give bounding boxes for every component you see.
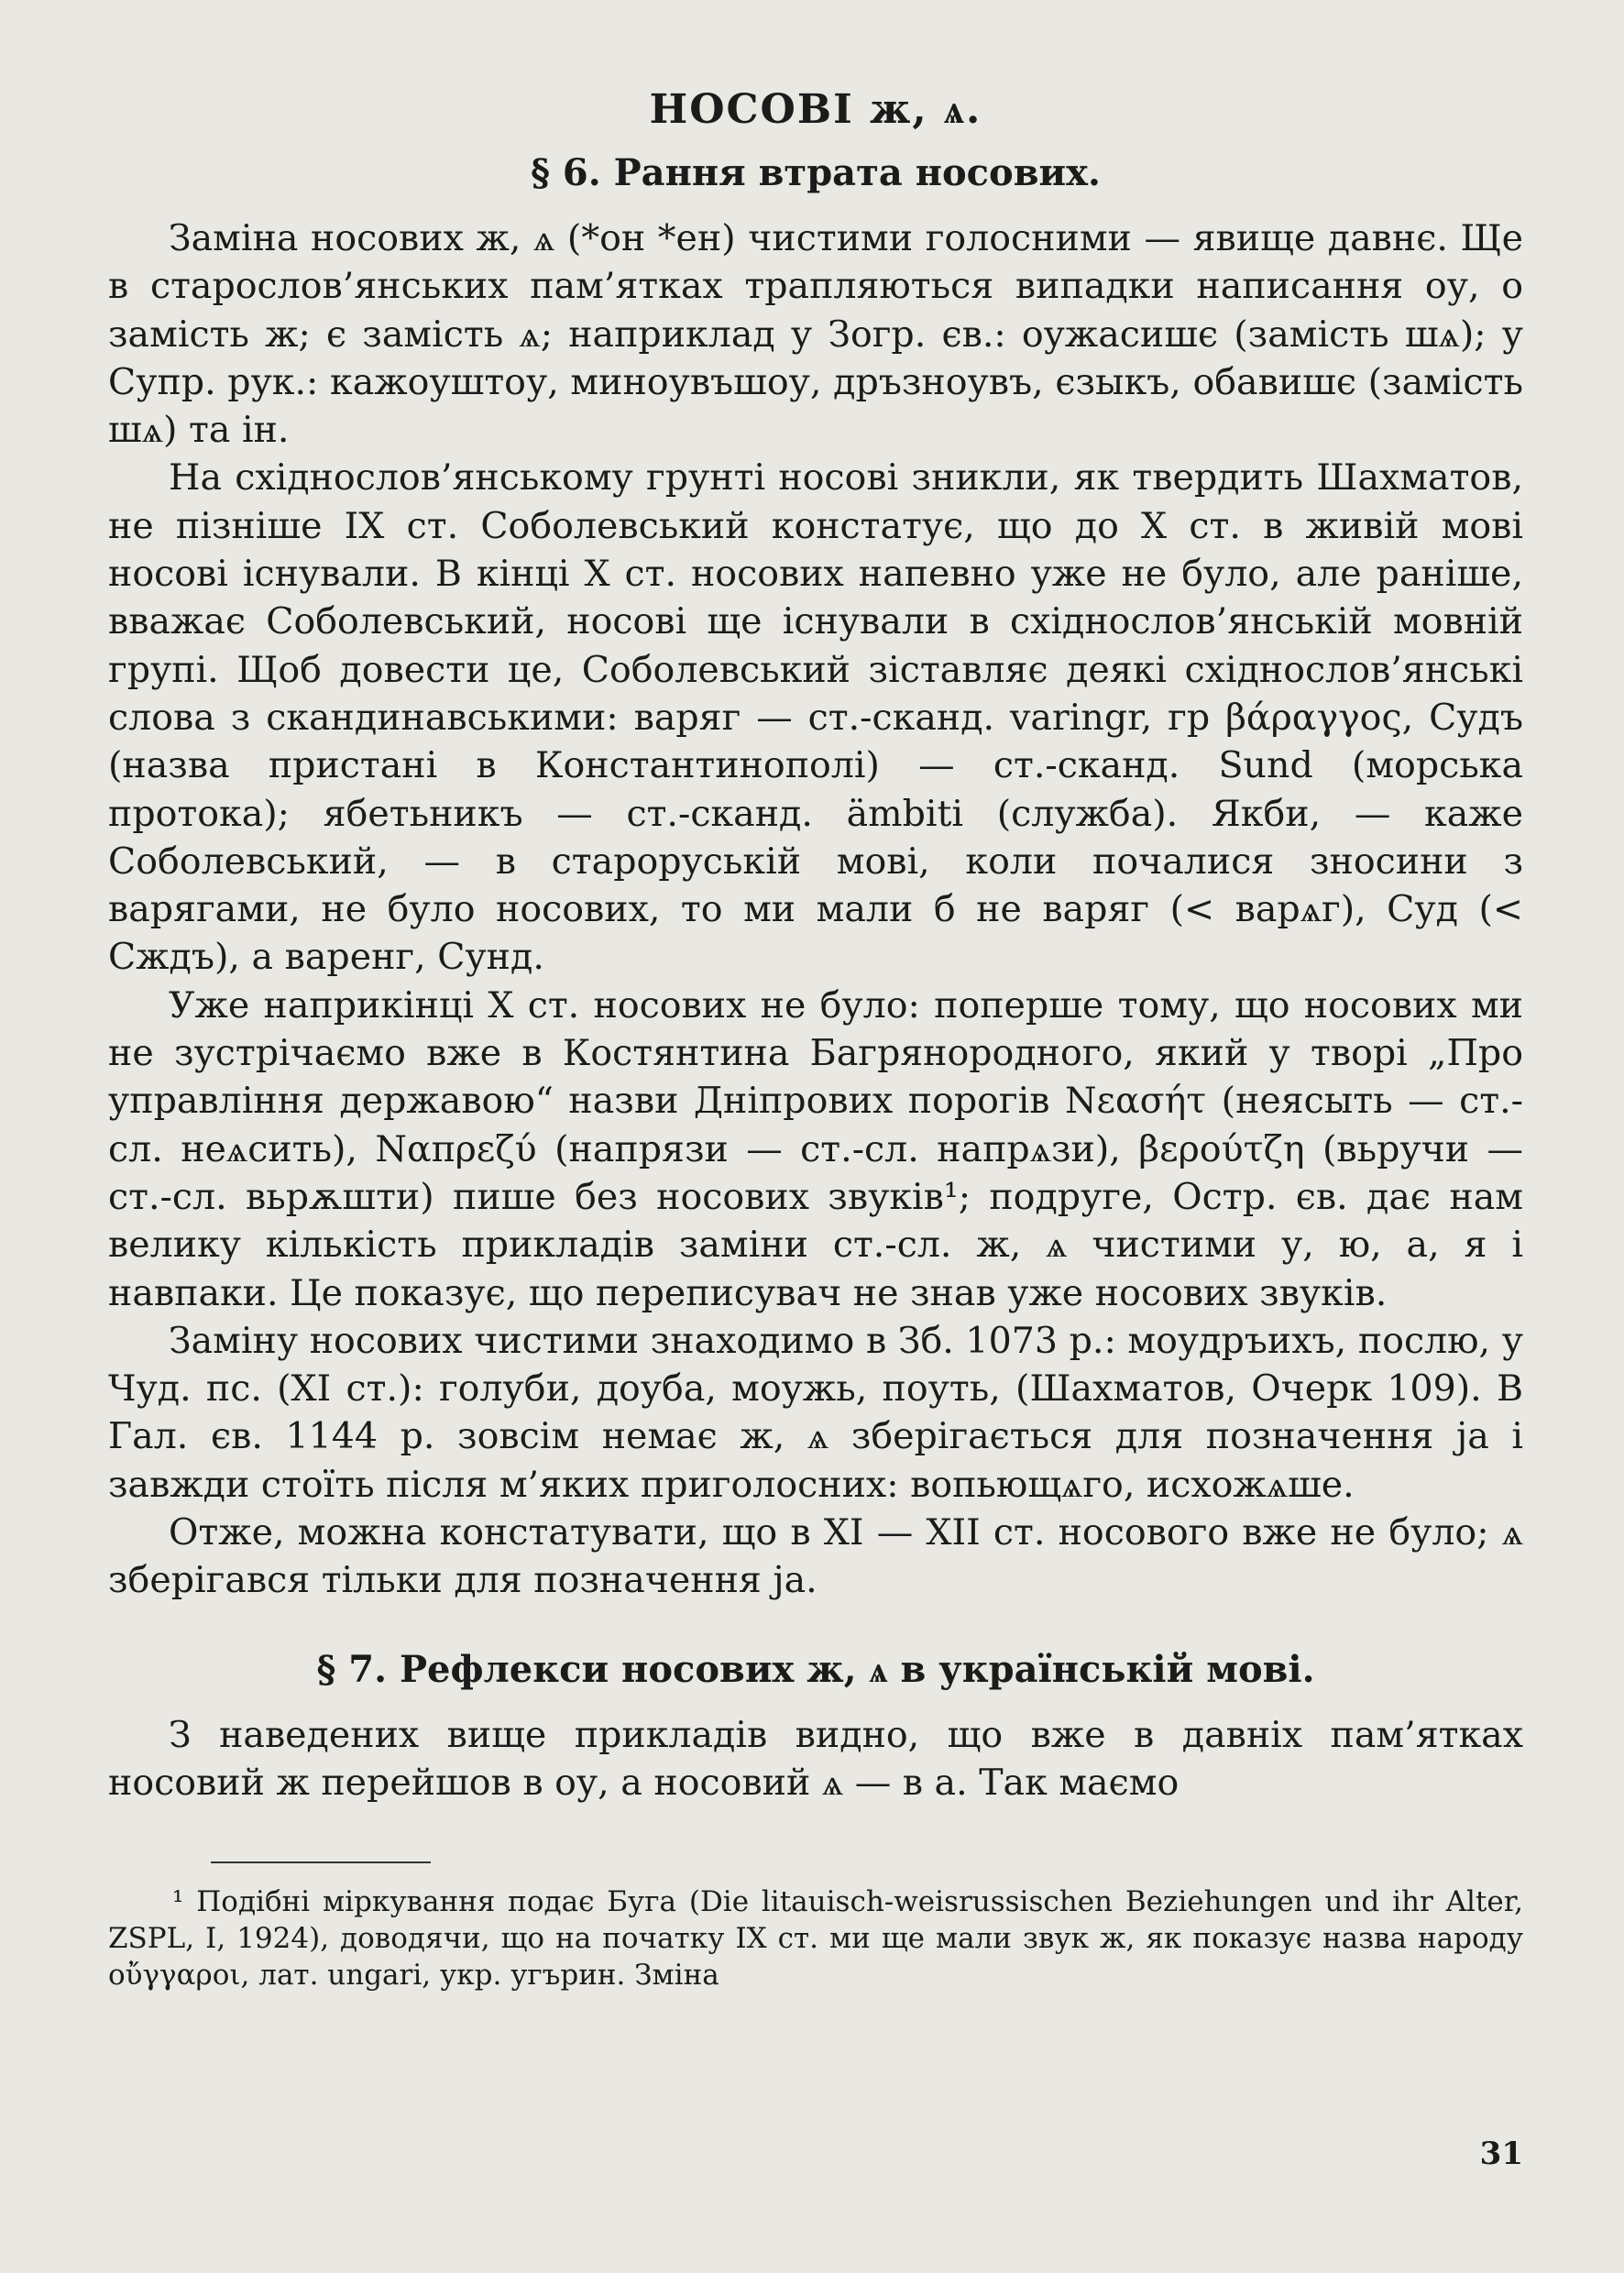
paragraph: Отже, можна констатувати, що в XI — XII ст. носового вже не було; ѧ зберігався тільки для позначення ja. — [108, 1511, 1523, 1602]
chapter-title: НОСОВІ ж, ѧ. — [649, 86, 982, 133]
page-number: 31 — [1479, 2136, 1523, 2172]
paragraph: Заміна носових ж, ѧ (*он *ен) чистими голосними — явище давнє. Ще в старослов’янських пам’ятках трапляються випадки написання оу, о замість ж; є замість ѧ; наприклад у Зогр. єв.: оужасишє (замість шѧ); у Супр. рук.: кажоуштоу, миноувъшоу, дръзноувъ, єзыкъ, обавишє (замість шѧ) та ін. — [108, 217, 1523, 452]
footnote: ¹ Подібні міркування подає Буга (Die litauisch-weisrussischen Beziehungen und ihr Alter, ZSPL, I, 1924), доводячи, що на початку IX ст. ми ще мали звук ж, як показує назва народу οὔγγαροι, лат. ungari, укр. угърин. Зміна — [108, 1885, 1523, 1993]
footnote-divider — [211, 1861, 431, 1863]
section-6-heading: § 6. Рання втрата носових. — [531, 151, 1101, 194]
paragraph: З наведених вище прикладів видно, що вже в давніх пам’ятках носовий ж перейшов в оу, а носовий ѧ — в а. Так маємо — [108, 1713, 1523, 1804]
section-7-heading: § 7. Рефлекси носових ж, ѧ в українській мові. — [316, 1647, 1315, 1691]
paragraph: Уже наприкінці X ст. носових не було: поперше тому, що носових ми не зустрічаємо вже в Костянтина Багрянородного, який у творі „Про управління державою“ назви Дніпрових порогів Νεασήτ (неясыть — ст.-сл. неѧсить), Ναπρεζύ (напрязи — ст.-сл. напрѧзи), βερούτζη (вьручи — ст.-сл. вьрѫшти) пише без носових звуків¹; подруге, Остр. єв. дає нам велику кількість прикладів заміни ст.-сл. ж, ѧ чистими у, ю, а, я і навпаки. Це показує, що переписувач не знав уже носових звуків. — [108, 983, 1523, 1314]
paragraph: На східнослов’янському грунті носові зникли, як твердить Шахматов, не пізніше IX ст. Соболевський констатує, що до X ст. в живій мові носові існували. В кінці X ст. носових напевно уже не було, але раніше, вважає Соболевський, носові ще існували в східнослов’янській мовній групі. Щоб довести це, Соболевський зіставляє деякі східнослов’янські слова з скандинавськими: варяг — ст.-сканд. varingr, гр βάραγγος, Судъ (назва пристані в Константинополі) — ст.-сканд. Sund (морська протока); ябетьникъ — ст.-сканд. ämbiti (служба). Якби, — каже Соболевський, — в староруській мові, коли почалися зносини з варягами, не було носових, то ми мали б не варяг (< варѧг), Суд (< Сждъ), а варенг, Сунд. — [108, 456, 1523, 979]
paragraph: Заміну носових чистими знаходимо в Зб. 1073 р.: моудръихъ, послю, у Чуд. пс. (XI ст.): голуби, доуба, моужь, поуть, (Шахматов, Очерк 109). В Гал. єв. 1144 р. зовсім немає ж, ѧ зберігається для позначення ja і завжди стоїть після м’яких приголосних: вопьющѧго, исхожѧше. — [108, 1319, 1523, 1506]
